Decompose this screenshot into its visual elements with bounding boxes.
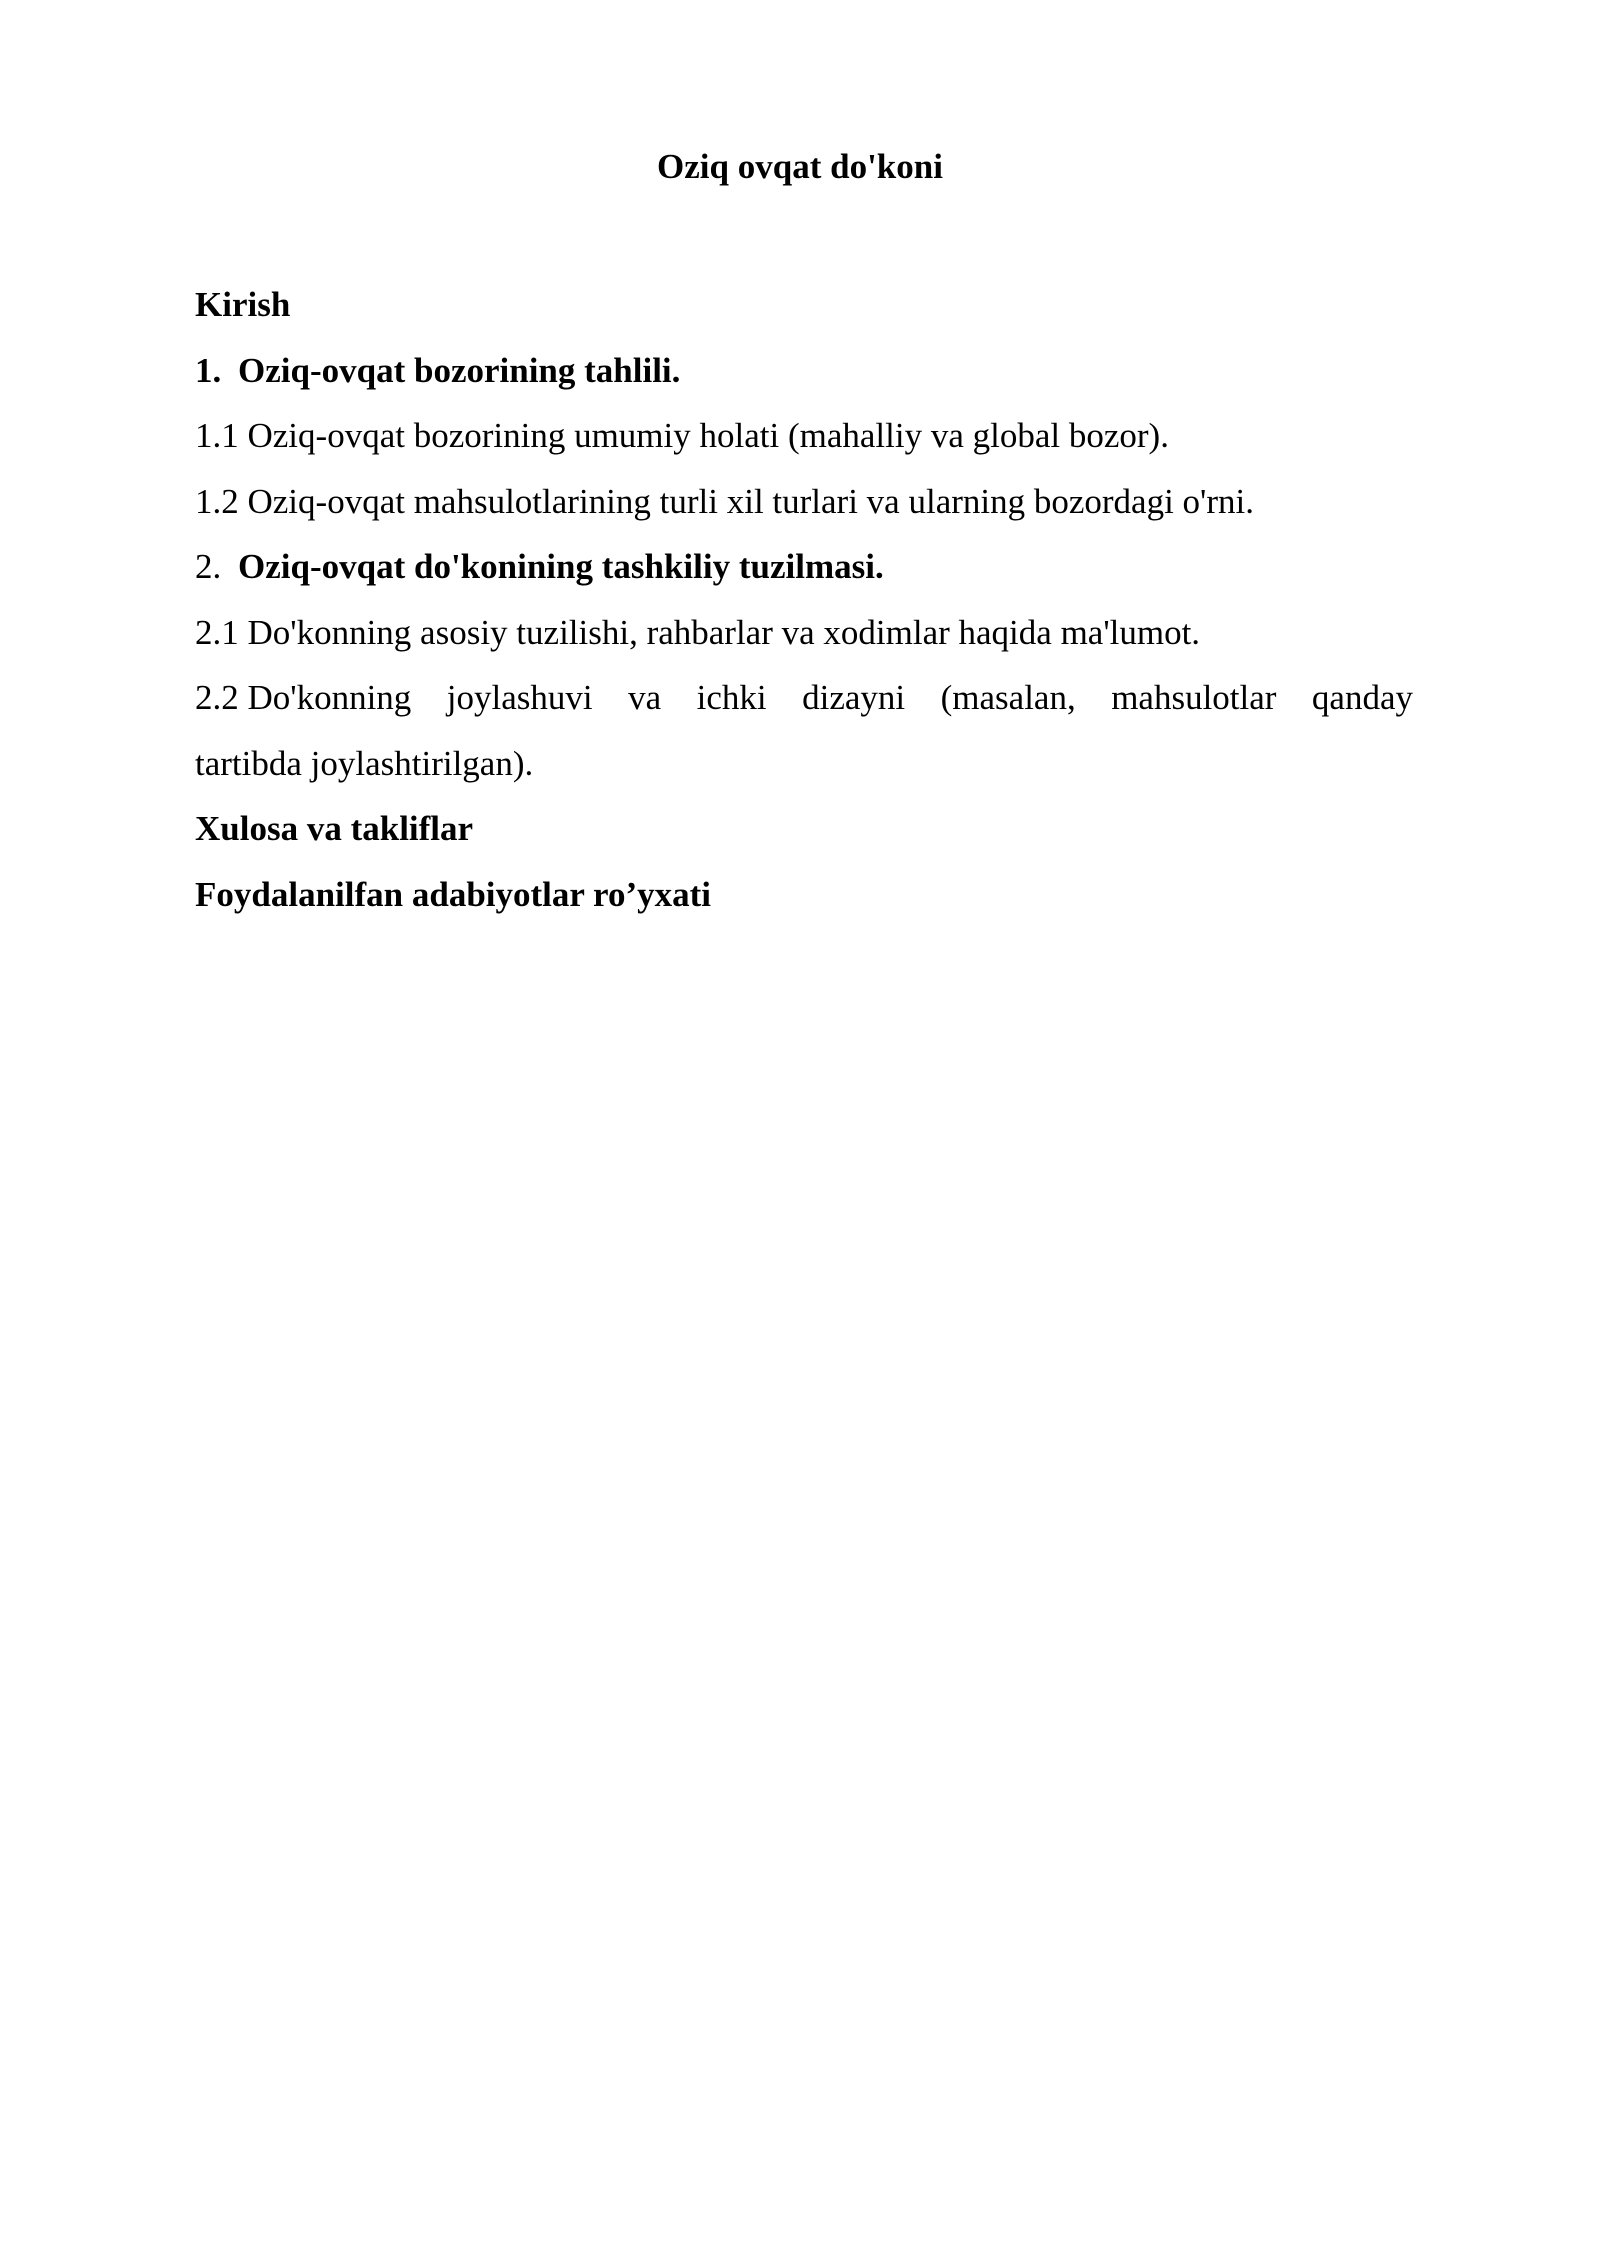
toc-item-1-2: 1.2 Oziq-ovqat mahsulotlarining turli xil turlari va ularning bozordagi o'rni. xyxy=(195,481,1254,521)
toc-intro: Kirish xyxy=(195,285,291,324)
table-of-contents xyxy=(195,272,1413,927)
toc-item-2-2-word: dizayni xyxy=(802,678,906,717)
toc-references: Foydalanilfan adabiyotlar ro’yxati xyxy=(195,874,711,914)
document-title: Oziq ovqat do'koni xyxy=(657,147,943,186)
toc-item-2-2 xyxy=(195,665,1413,731)
toc-section-1 xyxy=(195,338,1413,404)
toc-item-2-2-word: mahsulotlar xyxy=(1111,678,1277,717)
toc-item-1-1: 1.1 Oziq-ovqat bozorining umumiy holati (mahalliy va global bozor). xyxy=(195,416,1169,455)
toc-item-2-2-word: (masalan, xyxy=(940,678,1076,717)
toc-section-1-title: Oziq-ovqat bozorining tahlili. xyxy=(238,350,681,390)
toc-item-2-2-continuation: tartibda joylashtirilgan). xyxy=(195,743,534,783)
toc-section-1-number: 1. xyxy=(195,350,222,390)
toc-item-2-2-word: ichki xyxy=(696,678,767,717)
toc-item-2-1: 2.1 Do'konning asosiy tuzilishi, rahbarlar va xodimlar haqida ma'lumot. xyxy=(195,612,1201,652)
toc-section-2-title: Oziq-ovqat do'konining tashkiliy tuzilmasi. xyxy=(238,547,884,586)
toc-item-2-2-word: joylashuvi xyxy=(446,678,593,717)
toc-conclusion: Xulosa va takliflar xyxy=(195,809,474,848)
toc-item-2-2-word: 2.2 Do'konning xyxy=(195,678,412,717)
toc-section-2-number: 2. xyxy=(195,547,222,586)
toc-section-2 xyxy=(195,534,1413,600)
toc-item-2-2-word: va xyxy=(628,678,662,717)
toc-item-2-2-word: qanday xyxy=(1311,678,1413,717)
